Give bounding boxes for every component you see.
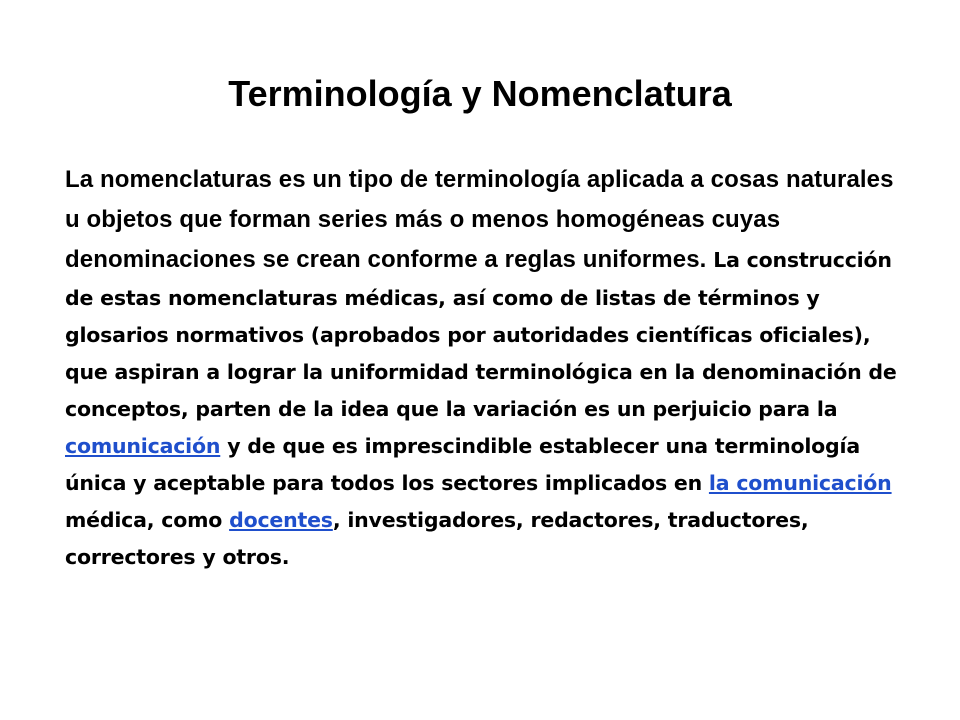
lead-sentence: La nomenclaturas es un tipo de terminología aplicada a cosas naturales u objetos que forman series más o menos homogéneas cuyas denominaciones se crean conforme a reglas uniformes	[65, 166, 894, 273]
link-la-comunicacion[interactable]: la comunicación	[708, 471, 892, 495]
link-docentes[interactable]: docentes	[229, 508, 333, 532]
slide-title: Terminología y Nomenclatura	[228, 73, 732, 114]
body-text-1: La construcción de estas nomenclaturas médicas, así como de listas de términos y glosarios normativos (aprobados por autoridades científicas oficiales), que aspiran a lograr la uniformidad terminológica en la denominación de conceptos, parten de la idea que la variación es un perjuicio para la	[65, 248, 897, 421]
lead-period: .	[699, 246, 714, 273]
body-text-2: y de que es imprescindible establecer una terminología única y aceptable para todos los sectores implicados en	[65, 434, 860, 495]
link-comunicacion[interactable]: comunicación	[65, 434, 221, 458]
body-paragraph	[65, 160, 910, 576]
body-text-4: , investigadores, redactores, traductores, correctores y otros.	[65, 508, 809, 569]
body-text-3: médica, como	[65, 508, 230, 532]
